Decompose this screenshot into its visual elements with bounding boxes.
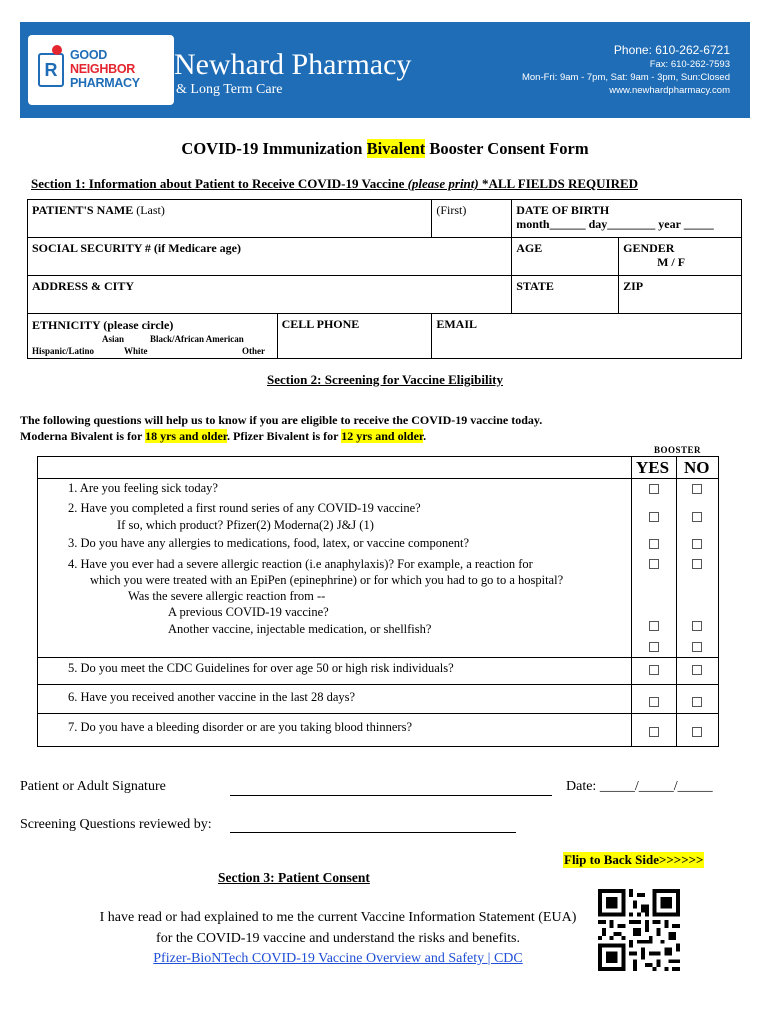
ethnicity-hispanic[interactable]: Hispanic/Latino — [32, 346, 95, 356]
question-2-product: If so, which product? Pfizer(2) Moderna(2) J&J (1) — [117, 518, 374, 532]
patient-first-name-field[interactable]: (First) — [432, 200, 512, 238]
cell-phone-field[interactable]: CELL PHONE — [277, 314, 432, 359]
cdc-vaccine-link[interactable]: Pfizer-BioNTech COVID-19 Vaccine Overview and Safety | CDC — [153, 951, 523, 966]
q3-yes-checkbox[interactable] — [649, 539, 659, 549]
question-7: 7. Do you have a bleeding disorder or are you taking blood thinners? — [68, 720, 413, 734]
question-4: 4. Have you ever had a severe allergic reaction (i.e anaphylaxis)? For example, a reaction for — [68, 557, 533, 571]
q4-no-checkbox[interactable] — [692, 559, 702, 569]
question-4-line-2: which you were treated with an EpiPen (epinephrine) or for which you had to go to a hospital? — [90, 573, 564, 587]
question-6: 6. Have you received another vaccine in the last 28 days? — [68, 690, 356, 704]
phone-number: Phone: 610-262-6721 — [613, 43, 730, 57]
date-of-birth-field[interactable]: DATE OF BIRTH month______ day________ year _____ — [512, 200, 742, 238]
age-requirements: Moderna Bivalent is for 18 yrs and older. Pfizer Bivalent is for 12 yrs and older. — [20, 429, 427, 443]
patient-info-table — [27, 199, 742, 359]
fax-number: Fax: 610-262-7593 — [649, 59, 730, 70]
state-field[interactable]: STATE — [512, 276, 619, 314]
store-hours: Mon-Fri: 9am - 7pm, Sat: 9am - 3pm, Sun:Closed — [521, 72, 730, 83]
no-column-header: NO — [684, 458, 710, 477]
question-4-other-vaccine: Another vaccine, injectable medication, or shellfish? — [168, 622, 432, 636]
q2-yes-checkbox[interactable] — [649, 512, 659, 522]
reviewer-label: Screening Questions reviewed by: — [20, 817, 212, 832]
section1-title: Section 1: Information about Patient to Receive COVID-19 Vaccine (please print) *ALL FIELDS REQUIRED — [31, 176, 639, 191]
question-2: 2. Have you completed a first round series of any COVID-19 vaccine? — [68, 501, 421, 515]
q1-no-checkbox[interactable] — [692, 484, 702, 494]
divider — [37, 684, 719, 685]
q4-other-vaccine-yes-checkbox[interactable] — [649, 642, 659, 652]
question-1: 1. Are you feeling sick today? — [68, 481, 218, 495]
patient-last-name-field[interactable]: PATIENT'S NAME (Last) — [28, 200, 432, 238]
email-field[interactable]: EMAIL — [432, 314, 742, 359]
reviewer-signature-line[interactable] — [230, 832, 516, 833]
ethnicity-other[interactable]: Other — [242, 346, 265, 356]
qr-code-icon[interactable] — [598, 889, 680, 971]
q5-yes-checkbox[interactable] — [649, 665, 659, 675]
pharmacy-banner — [20, 22, 750, 118]
ssn-field[interactable]: SOCIAL SECURITY # (if Medicare age) — [28, 238, 512, 276]
q6-no-checkbox[interactable] — [692, 697, 702, 707]
ethnicity-black[interactable]: Black/African American — [150, 334, 244, 344]
patient-signature-label: Patient or Adult Signature — [20, 779, 166, 794]
consent-statement-line-2: for the COVID-19 vaccine and understand the risks and benefits. — [156, 931, 520, 946]
q1-yes-checkbox[interactable] — [649, 484, 659, 494]
screening-intro: The following questions will help us to know if you are eligible to receive the COVID-19 vaccine today. — [20, 413, 543, 427]
good-neighbor-logo — [28, 35, 174, 105]
pharmacy-name: Newhard Pharmacy — [174, 48, 412, 81]
form-title: COVID-19 Immunization Bivalent Booster Consent Form — [181, 139, 589, 158]
flip-to-back-notice: Flip to Back Side>>>>>> — [564, 852, 704, 867]
website: www.newhardpharmacy.com — [609, 85, 730, 96]
ethnicity-asian[interactable]: Asian — [102, 334, 125, 344]
question-5: 5. Do you meet the CDC Guidelines for over age 50 or high risk individuals? — [68, 661, 454, 675]
q4-previous-vaccine-yes-checkbox[interactable] — [649, 621, 659, 631]
question-3: 3. Do you have any allergies to medications, food, latex, or vaccine component? — [68, 536, 470, 550]
q4-yes-checkbox[interactable] — [649, 559, 659, 569]
q7-no-checkbox[interactable] — [692, 727, 702, 737]
logo-line-2: NEIGHBOR — [70, 62, 135, 76]
q4-other-vaccine-no-checkbox[interactable] — [692, 642, 702, 652]
ethnicity-field[interactable]: ETHNICITY (please circle) Asian Black/African American Hispanic/Latino White Other — [28, 314, 278, 359]
booster-label: BOOSTER — [654, 445, 702, 455]
ethnicity-white[interactable]: White — [124, 346, 148, 356]
q3-no-checkbox[interactable] — [692, 539, 702, 549]
gender-field[interactable]: GENDER M / F — [619, 238, 742, 276]
divider — [37, 713, 719, 714]
logo-line-3: PHARMACY — [70, 76, 140, 90]
section3-title: Section 3: Patient Consent — [218, 870, 370, 885]
signature-date-field[interactable]: Date: _____/_____/_____ — [566, 779, 713, 794]
address-city-field[interactable]: ADDRESS & CITY — [28, 276, 512, 314]
contact-info — [522, 42, 730, 97]
question-4-previous-vaccine: A previous COVID-19 vaccine? — [168, 605, 329, 619]
q4-previous-vaccine-no-checkbox[interactable] — [692, 621, 702, 631]
age-field[interactable]: AGE — [512, 238, 619, 276]
consent-statement-line-1: I have read or had explained to me the current Vaccine Information Statement (EUA) — [99, 910, 577, 925]
patient-signature-line[interactable] — [230, 795, 552, 796]
yes-column-header: YES — [636, 458, 670, 477]
question-4-line-3: Was the severe allergic reaction from -- — [128, 589, 326, 603]
logo-line-1: GOOD — [70, 48, 107, 62]
divider — [37, 657, 719, 658]
zip-field[interactable]: ZIP — [619, 276, 742, 314]
section2-title: Section 2: Screening for Vaccine Eligibility — [266, 372, 504, 387]
q6-yes-checkbox[interactable] — [649, 697, 659, 707]
pharmacy-subtitle: & Long Term Care — [176, 82, 283, 97]
divider — [37, 478, 719, 479]
q5-no-checkbox[interactable] — [692, 665, 702, 675]
q2-no-checkbox[interactable] — [692, 512, 702, 522]
rx-icon: R — [38, 53, 64, 87]
q7-yes-checkbox[interactable] — [649, 727, 659, 737]
